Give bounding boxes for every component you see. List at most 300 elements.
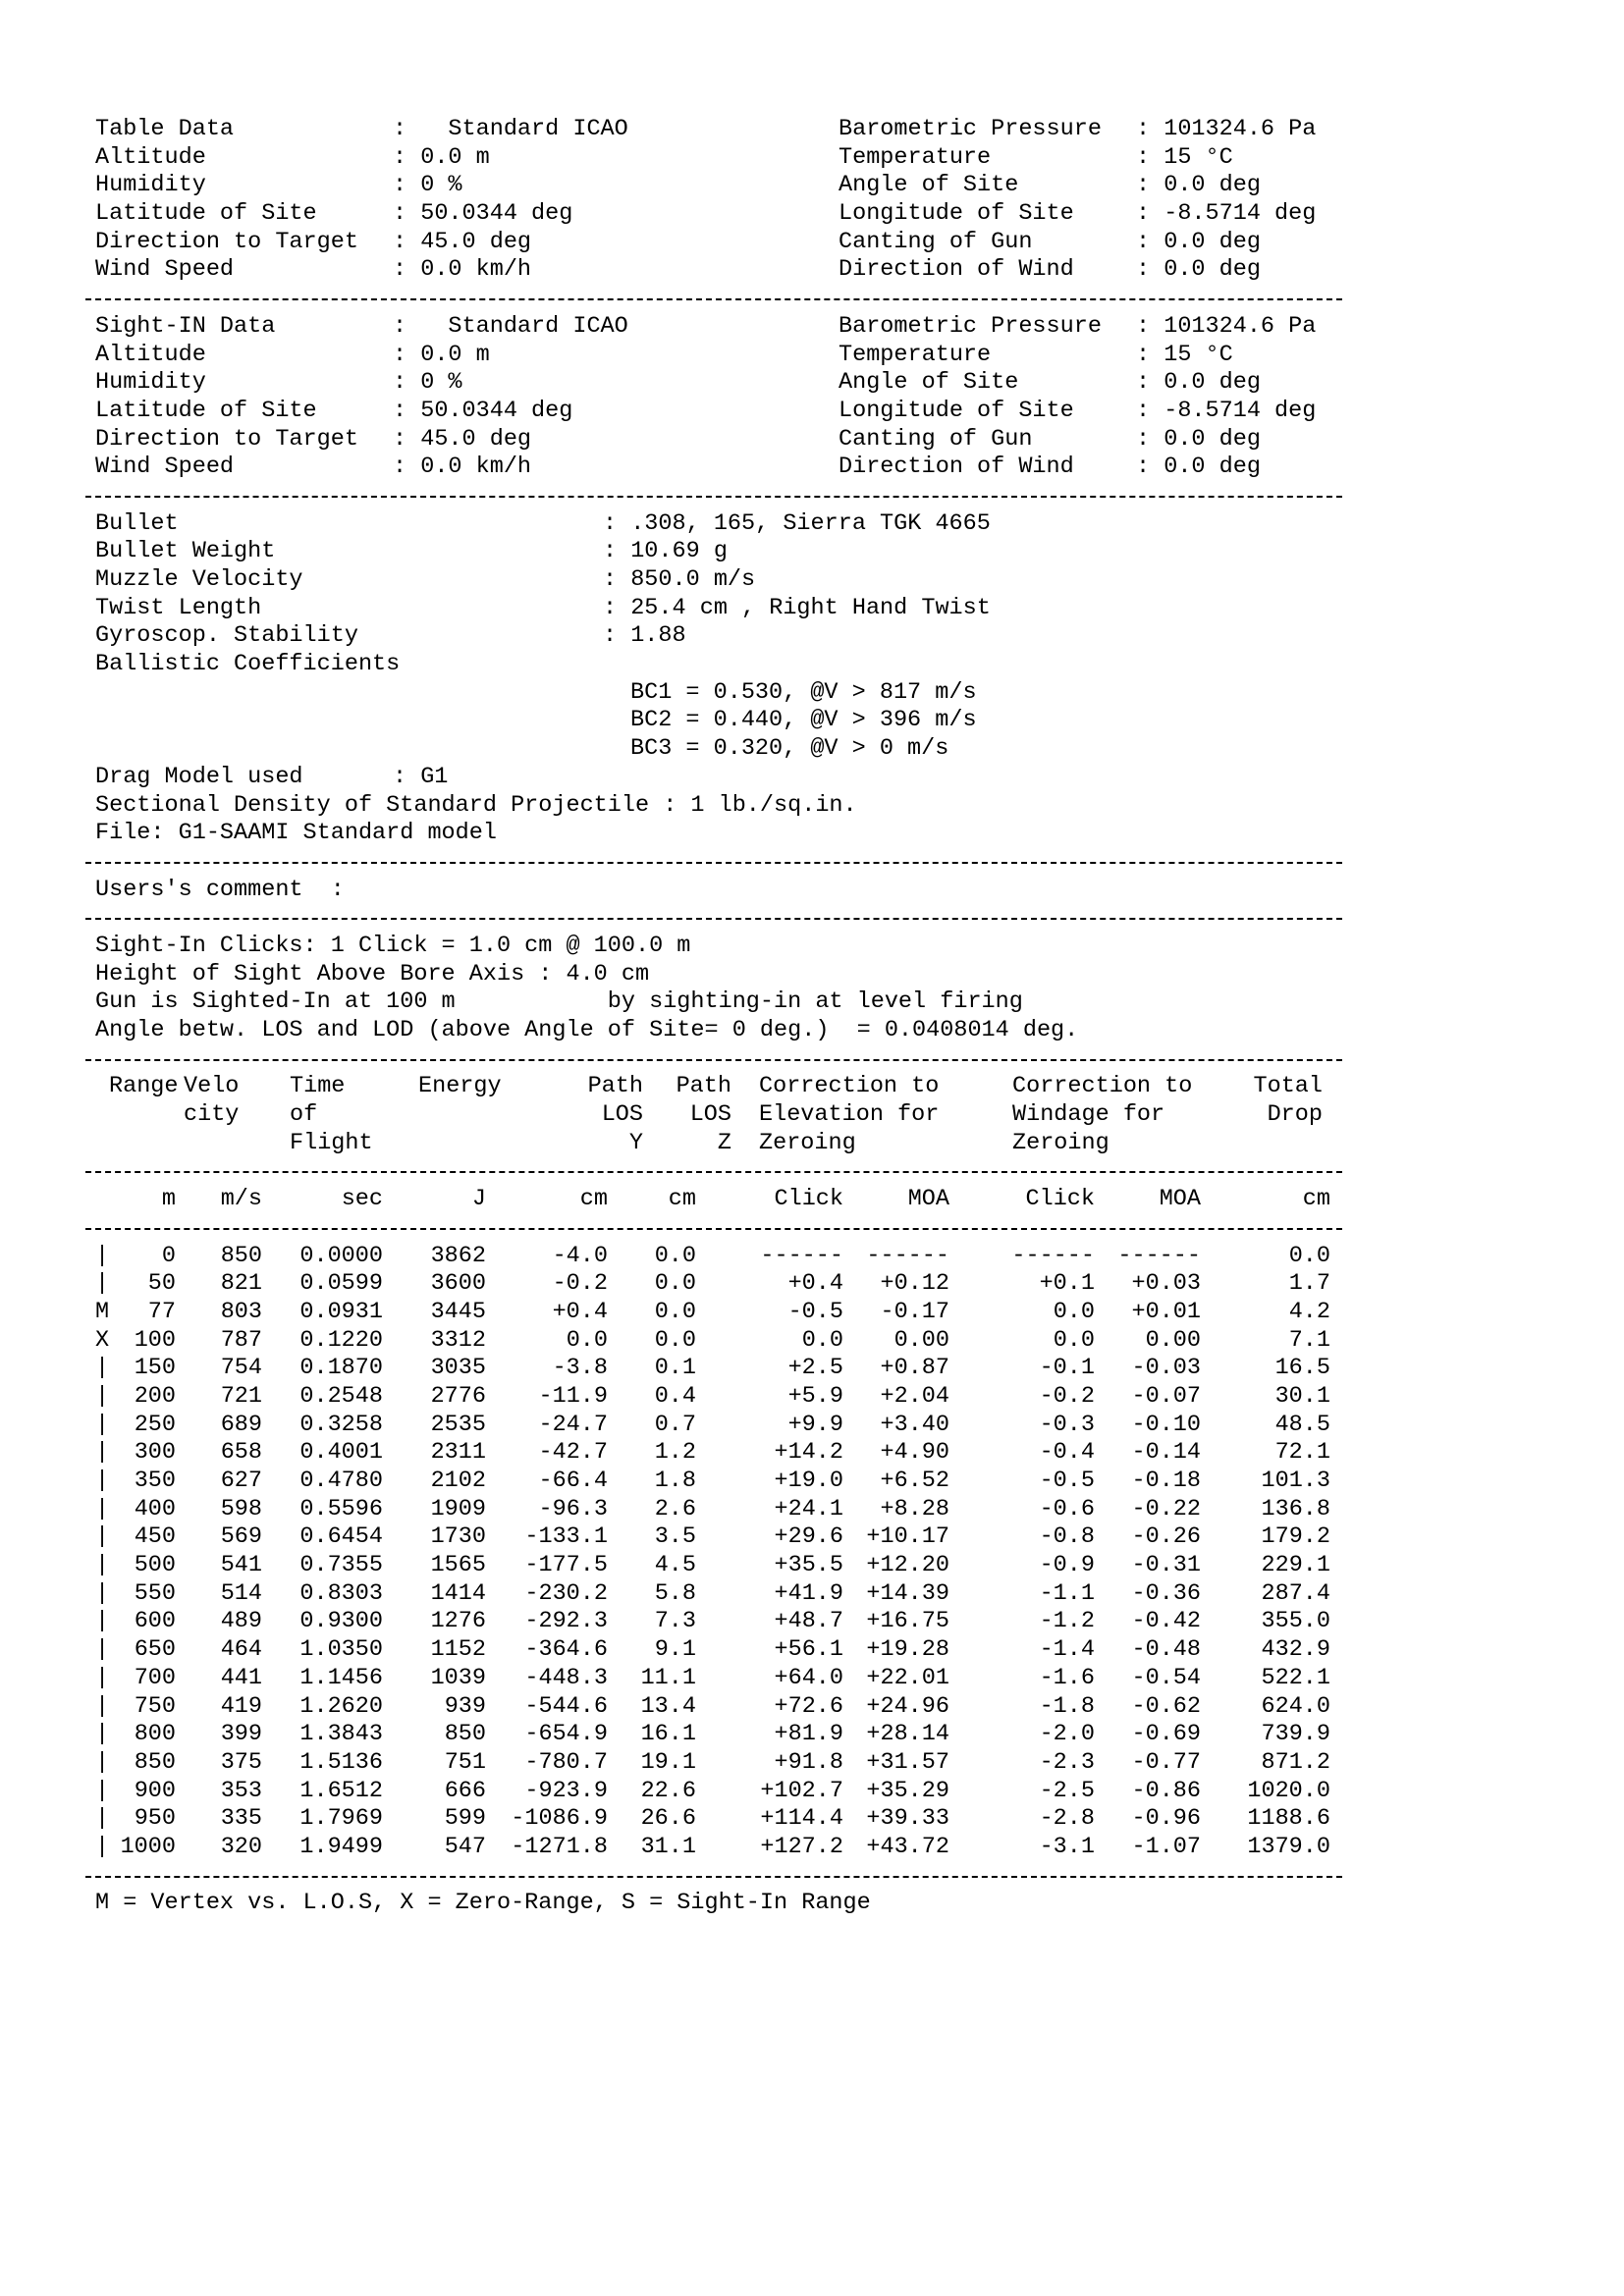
table-cell: -0.1 xyxy=(1039,1355,1095,1382)
field-label: Barometric Pressure xyxy=(839,116,1102,142)
table-row xyxy=(95,1243,1332,1271)
column-header xyxy=(109,1130,176,1158)
table-cell: 689 xyxy=(220,1411,262,1438)
table-cell: 19.1 xyxy=(640,1748,696,1776)
table-cell: +14.39 xyxy=(866,1579,949,1607)
table-cell: 1565 xyxy=(430,1552,486,1579)
table-cell: 0.4 xyxy=(654,1382,696,1410)
column-header: Flight xyxy=(290,1129,373,1156)
unit-cell: cm xyxy=(668,1186,696,1213)
spacer xyxy=(406,172,420,200)
table-cell: 2.6 xyxy=(654,1495,696,1522)
table-row xyxy=(95,1523,1332,1552)
table-cell: 287.4 xyxy=(1261,1579,1330,1607)
column-header: Drop xyxy=(1267,1101,1323,1129)
row-marker: | xyxy=(95,1748,110,1776)
table-cell: -0.07 xyxy=(1131,1382,1201,1410)
row-marker: M xyxy=(95,1298,110,1325)
table-cell: -133.1 xyxy=(524,1523,608,1551)
table-cell: 432.9 xyxy=(1261,1636,1330,1664)
field-separator: : xyxy=(1136,397,1151,424)
table-cell: 229.1 xyxy=(1261,1552,1330,1579)
table-cell: 1.0350 xyxy=(299,1636,383,1664)
bullet-row xyxy=(95,651,1332,679)
table-cell: -0.4 xyxy=(1039,1439,1095,1467)
bullet-label: Gyroscop. Stability xyxy=(95,622,358,650)
table-cell: 335 xyxy=(220,1805,262,1833)
field-value: 0.0 m xyxy=(420,143,490,171)
table-cell: +64.0 xyxy=(774,1664,843,1691)
row-marker: | xyxy=(95,1664,110,1691)
table-cell: 50 xyxy=(147,1270,176,1298)
table-cell: +35.29 xyxy=(866,1777,949,1804)
table-cell: -0.17 xyxy=(880,1298,949,1325)
header-line xyxy=(95,1130,1332,1158)
table-row xyxy=(95,1721,1332,1749)
table-cell: 751 xyxy=(444,1748,486,1776)
column-header: Elevation for xyxy=(759,1101,940,1129)
sight-in-data-right xyxy=(839,313,1316,482)
field-label: Direction to Target xyxy=(95,228,358,255)
field-separator: : xyxy=(393,228,407,255)
field-value: 0.0 km/h xyxy=(420,256,532,284)
field-label: Longitude of Site xyxy=(839,200,1074,228)
table-row xyxy=(95,1665,1332,1693)
column-header: Zeroing xyxy=(1012,1129,1110,1156)
table-cell: 800 xyxy=(134,1721,176,1748)
table-cell: ------ xyxy=(760,1242,843,1269)
table-cell: 0.5596 xyxy=(299,1495,383,1522)
table-row xyxy=(95,1496,1332,1524)
field-label: Temperature xyxy=(839,341,992,368)
spacer xyxy=(1150,172,1164,200)
row-marker: | xyxy=(95,1439,110,1467)
table-cell: 300 xyxy=(134,1439,176,1467)
row-marker: | xyxy=(95,1608,110,1635)
field-label: Angle of Site xyxy=(839,369,1019,397)
trajectory-table-header xyxy=(95,1073,1332,1157)
table-cell: 0.0 xyxy=(1053,1298,1095,1325)
column-header: LOS xyxy=(689,1101,731,1129)
field-label: Latitude of Site xyxy=(95,397,317,424)
table-cell: -230.2 xyxy=(524,1579,608,1607)
table-cell: +22.01 xyxy=(866,1664,949,1691)
table-cell: 547 xyxy=(444,1833,486,1860)
field-row xyxy=(839,229,1316,257)
table-cell: 101.3 xyxy=(1261,1468,1330,1494)
field-label: Humidity xyxy=(95,369,206,397)
table-cell: 666 xyxy=(444,1777,486,1804)
table-cell: +4.90 xyxy=(880,1439,949,1467)
table-cell: -0.9 xyxy=(1039,1552,1095,1579)
spacer xyxy=(406,313,420,342)
table-cell: 0.0 xyxy=(1053,1326,1095,1354)
table-cell: -3.1 xyxy=(1039,1833,1095,1860)
field-label: Canting of Gun xyxy=(839,425,1033,453)
table-cell: -24.7 xyxy=(538,1411,608,1438)
field-separator: : xyxy=(393,143,407,171)
table-cell: 399 xyxy=(220,1721,262,1748)
field-row xyxy=(839,116,1316,144)
table-cell: +14.2 xyxy=(774,1439,843,1467)
table-cell: 1.8 xyxy=(654,1468,696,1494)
spacer xyxy=(1150,116,1164,144)
table-cell: 4.5 xyxy=(654,1552,696,1579)
field-label: Table Data xyxy=(95,116,235,142)
bc-row: BC1 = 0.530, @V > 817 m/s xyxy=(630,678,977,706)
table-cell: 541 xyxy=(220,1552,262,1579)
bc-row: BC3 = 0.320, @V > 0 m/s xyxy=(630,735,949,763)
table-cell: -2.3 xyxy=(1039,1748,1095,1776)
table-cell: 0.0 xyxy=(801,1326,843,1354)
table-cell: 136.8 xyxy=(1261,1495,1330,1522)
table-cell: +0.4 xyxy=(787,1270,843,1298)
drag-file: File: G1-SAAMI Standard model xyxy=(95,820,497,847)
table-cell: 939 xyxy=(444,1692,486,1720)
table-cell: 0.9300 xyxy=(299,1608,383,1635)
table-cell: +102.7 xyxy=(760,1777,843,1804)
table-legend: M = Vertex vs. L.O.S, X = Zero-Range, S = Sight-In Range xyxy=(95,1890,871,1917)
table-cell: 320 xyxy=(220,1833,262,1860)
table-cell: 0.8303 xyxy=(299,1579,383,1607)
table-cell: 0.4780 xyxy=(299,1468,383,1494)
table-cell: 179.2 xyxy=(1261,1523,1330,1551)
bullet-value: : 850.0 m/s xyxy=(603,566,756,593)
field-value: -8.5714 deg xyxy=(1164,200,1317,228)
field-separator: : xyxy=(1136,143,1151,171)
column-header: city xyxy=(184,1101,240,1129)
field-separator: : xyxy=(393,312,407,340)
table-cell: 0.1220 xyxy=(299,1326,383,1354)
table-cell: 1.3843 xyxy=(299,1721,383,1748)
row-marker: | xyxy=(95,1468,110,1494)
bullet-row xyxy=(95,595,1332,623)
field-label: Altitude xyxy=(95,341,206,368)
divider xyxy=(95,1045,1332,1074)
table-cell: +0.01 xyxy=(1131,1298,1201,1325)
table-cell: 0.00 xyxy=(1145,1326,1201,1354)
table-cell: -448.3 xyxy=(524,1664,608,1691)
column-header: Energy xyxy=(418,1073,502,1100)
table-cell: -66.4 xyxy=(538,1468,608,1494)
unit-cell: cm xyxy=(1302,1186,1330,1213)
table-cell: +81.9 xyxy=(774,1721,843,1748)
column-header: Y xyxy=(628,1129,643,1156)
units-row xyxy=(95,1186,1332,1214)
table-cell: 450 xyxy=(134,1523,176,1551)
field-label: Wind Speed xyxy=(95,454,235,481)
table-cell: +91.8 xyxy=(774,1748,843,1776)
bullet-label: Muzzle Velocity xyxy=(95,566,303,593)
field-value: 0.0 deg xyxy=(1164,256,1261,284)
table-cell: 150 xyxy=(134,1355,176,1382)
table-cell: +41.9 xyxy=(774,1579,843,1607)
table-cell: 30.1 xyxy=(1274,1382,1330,1410)
table-cell: 200 xyxy=(134,1382,176,1410)
table-cell: -0.03 xyxy=(1131,1355,1201,1382)
field-separator: : xyxy=(393,425,407,453)
table-data-section xyxy=(95,116,1332,285)
field-value: 0.0 m xyxy=(420,341,490,368)
table-cell: 1.9499 xyxy=(299,1833,383,1860)
row-marker: | xyxy=(95,1411,110,1438)
field-row xyxy=(839,144,1316,173)
table-cell: -96.3 xyxy=(538,1495,608,1522)
column-header: Range xyxy=(109,1073,179,1100)
table-cell: 0.2548 xyxy=(299,1382,383,1410)
column-header xyxy=(410,1130,521,1158)
row-marker: | xyxy=(95,1833,110,1860)
bullet-label: Bullet xyxy=(95,509,179,537)
bullet-row xyxy=(95,510,1332,539)
table-cell: 627 xyxy=(220,1468,262,1494)
column-header: Correction to xyxy=(1012,1073,1193,1100)
table-cell: +10.17 xyxy=(866,1523,949,1551)
field-value: 50.0344 deg xyxy=(420,397,573,424)
table-cell: +35.5 xyxy=(774,1552,843,1579)
bullet-value: : 10.69 g xyxy=(603,538,728,565)
divider xyxy=(95,1157,1332,1186)
table-cell: 754 xyxy=(220,1355,262,1382)
table-cell: -780.7 xyxy=(524,1748,608,1776)
table-cell: -0.3 xyxy=(1039,1411,1095,1438)
table-cell: +56.1 xyxy=(774,1636,843,1664)
sight-height: Height of Sight Above Bore Axis : 4.0 cm xyxy=(95,960,650,988)
table-cell: -2.0 xyxy=(1039,1721,1095,1748)
table-row xyxy=(95,1580,1332,1609)
table-cell: 1730 xyxy=(430,1523,486,1551)
bullet-label: Twist Length xyxy=(95,594,262,621)
table-cell: +5.9 xyxy=(787,1382,843,1410)
table-cell: -1.8 xyxy=(1039,1692,1095,1720)
field-separator: : xyxy=(393,116,407,142)
table-cell: 16.5 xyxy=(1274,1355,1330,1382)
table-cell: 7.3 xyxy=(654,1608,696,1635)
unit-cell: MOA xyxy=(1159,1186,1201,1213)
table-cell: +19.0 xyxy=(774,1468,843,1494)
table-cell: 464 xyxy=(220,1636,262,1664)
users-comment xyxy=(95,877,1332,905)
table-cell: -0.42 xyxy=(1131,1608,1201,1635)
table-cell: +0.12 xyxy=(880,1270,949,1298)
table-cell: -0.6 xyxy=(1039,1495,1095,1522)
field-row xyxy=(839,313,1316,342)
bullet-label: Ballistic Coefficients xyxy=(95,651,401,678)
table-cell: -1.07 xyxy=(1131,1833,1201,1860)
table-cell: 0.0 xyxy=(654,1270,696,1298)
table-cell: -0.48 xyxy=(1131,1636,1201,1664)
spacer xyxy=(406,369,420,398)
column-header xyxy=(1236,1130,1323,1158)
table-cell: 0.1870 xyxy=(299,1355,383,1382)
table-cell: -42.7 xyxy=(538,1439,608,1467)
field-row xyxy=(95,454,839,482)
table-cell: 787 xyxy=(220,1326,262,1354)
bullet-value: : .308, 165, Sierra TGK 4665 xyxy=(603,509,991,537)
table-row xyxy=(95,1412,1332,1440)
column-header: Path xyxy=(676,1073,731,1100)
table-cell: -292.3 xyxy=(524,1608,608,1635)
field-separator: : xyxy=(1136,172,1151,199)
table-row xyxy=(95,1327,1332,1356)
unit-cell: J xyxy=(471,1186,486,1213)
field-value: 15 °C xyxy=(1164,143,1233,171)
table-data-right xyxy=(839,116,1316,285)
divider xyxy=(95,285,1332,313)
table-row xyxy=(95,1636,1332,1665)
field-label: Angle of Site xyxy=(839,172,1019,199)
table-cell: 750 xyxy=(134,1692,176,1720)
los-lod-angle: Angle betw. LOS and LOD (above Angle of Site= 0 deg.) = 0.0408014 deg. xyxy=(95,1017,1079,1043)
bullet-row xyxy=(95,538,1332,566)
table-cell: 871.2 xyxy=(1261,1748,1330,1776)
field-row xyxy=(839,426,1316,454)
table-cell: +0.1 xyxy=(1039,1270,1095,1298)
table-cell: -2.8 xyxy=(1039,1805,1095,1833)
drag-model-row xyxy=(95,764,1332,792)
table-cell: +28.14 xyxy=(866,1721,949,1748)
users-comment-label: Users's comment : xyxy=(95,876,345,903)
bullet-row xyxy=(95,622,1332,651)
table-cell: -177.5 xyxy=(524,1552,608,1579)
table-row xyxy=(95,1805,1332,1834)
table-cell: 0.0 xyxy=(654,1326,696,1354)
bullet-value: : 25.4 cm , Right Hand Twist xyxy=(603,594,991,621)
table-cell: +48.7 xyxy=(774,1608,843,1635)
table-cell: +24.96 xyxy=(866,1692,949,1720)
table-cell: -0.8 xyxy=(1039,1523,1095,1551)
field-separator: : xyxy=(1136,369,1151,397)
row-marker: | xyxy=(95,1692,110,1720)
table-cell: 658 xyxy=(220,1439,262,1467)
table-cell: +12.20 xyxy=(866,1552,949,1579)
column-header xyxy=(95,1073,109,1101)
table-cell: ------ xyxy=(866,1242,949,1269)
unit-cell: cm xyxy=(579,1186,608,1213)
row-marker: | xyxy=(95,1579,110,1607)
spacer xyxy=(406,426,420,454)
table-cell: 3445 xyxy=(430,1298,486,1325)
field-value: 0.0 km/h xyxy=(420,454,532,481)
row-marker: | xyxy=(95,1523,110,1551)
trajectory-table-units xyxy=(95,1186,1332,1214)
table-cell: 1414 xyxy=(430,1579,486,1607)
spacer xyxy=(1150,229,1164,257)
field-row xyxy=(95,116,839,144)
row-marker: | xyxy=(95,1495,110,1522)
field-value: 45.0 deg xyxy=(420,425,532,453)
field-label: Latitude of Site xyxy=(95,200,317,228)
table-cell: 2311 xyxy=(430,1439,486,1467)
unit-cell: MOA xyxy=(907,1186,949,1213)
row-marker: | xyxy=(95,1721,110,1748)
field-row xyxy=(95,342,839,370)
row-marker: | xyxy=(95,1355,110,1382)
table-cell: 0 xyxy=(161,1242,176,1269)
spacer xyxy=(1150,313,1164,342)
table-cell: 1020.0 xyxy=(1247,1777,1330,1804)
table-cell: 13.4 xyxy=(640,1692,696,1720)
table-cell: -0.5 xyxy=(787,1298,843,1325)
table-cell: -0.2 xyxy=(552,1270,608,1298)
table-cell: 100 xyxy=(134,1326,176,1354)
field-label: Barometric Pressure xyxy=(839,312,1102,340)
table-row xyxy=(95,1693,1332,1722)
sectional-density: Sectional Density of Standard Projectile : 1 lb./sq.in. xyxy=(95,791,857,819)
table-row xyxy=(95,1355,1332,1383)
unit-cell: m/s xyxy=(220,1186,262,1213)
table-cell: -2.5 xyxy=(1039,1777,1095,1804)
table-cell: 1909 xyxy=(430,1495,486,1522)
table-cell: 2776 xyxy=(430,1382,486,1410)
table-row xyxy=(95,1383,1332,1412)
table-cell: -1.2 xyxy=(1039,1608,1095,1635)
spacer xyxy=(1150,398,1164,426)
spacer xyxy=(1150,256,1164,285)
table-cell: 1.7 xyxy=(1288,1270,1330,1298)
table-cell: +0.87 xyxy=(880,1355,949,1382)
table-cell: ------ xyxy=(1011,1242,1095,1269)
row-marker: | xyxy=(95,1805,110,1833)
table-cell: -11.9 xyxy=(538,1382,608,1410)
table-cell: -0.36 xyxy=(1131,1579,1201,1607)
field-separator: : xyxy=(393,454,407,481)
table-cell: 1000 xyxy=(120,1833,176,1860)
field-label: Direction to Target xyxy=(95,425,358,453)
unit-cell: Click xyxy=(1025,1186,1095,1213)
field-separator: : xyxy=(1136,454,1151,481)
table-cell: -923.9 xyxy=(524,1777,608,1804)
field-separator: : xyxy=(1136,256,1151,284)
table-cell: 0.0931 xyxy=(299,1298,383,1325)
table-cell: 0.1 xyxy=(654,1355,696,1382)
table-cell: 0.0 xyxy=(654,1298,696,1325)
table-cell: 72.1 xyxy=(1274,1439,1330,1467)
unit-cell: Click xyxy=(774,1186,843,1213)
unit-cell: m xyxy=(161,1186,176,1213)
table-cell: 3600 xyxy=(430,1270,486,1298)
column-header xyxy=(95,1130,109,1158)
table-cell: -0.86 xyxy=(1131,1777,1201,1804)
table-cell: 0.7355 xyxy=(299,1552,383,1579)
table-cell: +8.28 xyxy=(880,1495,949,1522)
field-row xyxy=(95,200,839,229)
table-cell: 0.3258 xyxy=(299,1411,383,1438)
table-cell: 598 xyxy=(220,1495,262,1522)
column-header: Velo xyxy=(184,1073,240,1100)
table-cell: +6.52 xyxy=(880,1468,949,1494)
table-data-left xyxy=(95,116,839,285)
column-header: LOS xyxy=(601,1101,643,1129)
divider xyxy=(95,482,1332,510)
field-separator: : xyxy=(393,256,407,284)
table-cell: 569 xyxy=(220,1523,262,1551)
field-row xyxy=(839,369,1316,398)
table-cell: -0.22 xyxy=(1131,1495,1201,1522)
field-value: 101324.6 Pa xyxy=(1164,312,1317,340)
table-cell: 0.0 xyxy=(654,1242,696,1269)
field-row xyxy=(95,426,839,454)
table-cell: -3.8 xyxy=(552,1355,608,1382)
table-cell: -0.69 xyxy=(1131,1721,1201,1748)
spacer xyxy=(1150,200,1164,229)
table-cell: 1.2620 xyxy=(299,1692,383,1720)
table-row xyxy=(95,1468,1332,1496)
table-cell: 0.0599 xyxy=(299,1270,383,1298)
table-cell: +9.9 xyxy=(787,1411,843,1438)
table-row xyxy=(95,1552,1332,1580)
table-cell: 4.2 xyxy=(1288,1298,1330,1325)
